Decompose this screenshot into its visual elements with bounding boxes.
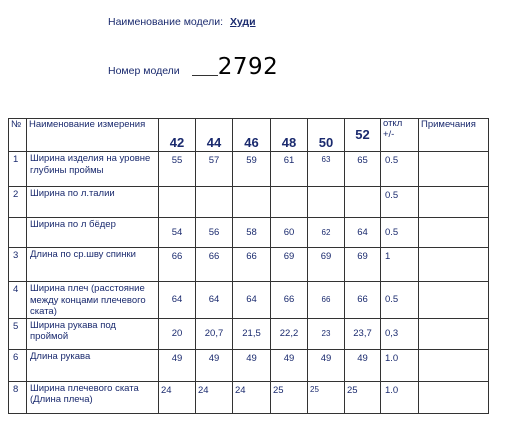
row-measurement-name: Ширина изделия на уровне глубины проймы (27, 152, 159, 187)
cell-note (419, 218, 489, 248)
model-name-value: Худи (229, 16, 256, 28)
cell-value: 66 (196, 248, 233, 282)
cell-note (419, 381, 489, 413)
col-header-size-50: 50 (308, 119, 345, 152)
table-row (9, 218, 489, 248)
cell-value: 61 (271, 152, 308, 187)
col-header-size-42: 42 (159, 119, 196, 152)
cell-value: 66 (233, 248, 271, 282)
table-row (9, 187, 489, 218)
col-header-size-48: 48 (271, 119, 308, 152)
cell-value: 66 (159, 248, 196, 282)
cell-value: 22,2 (271, 318, 308, 349)
cell-value: 49 (308, 349, 345, 381)
cell-value: 64 (159, 282, 196, 319)
cell-value: 62 (308, 218, 345, 248)
cell-value (196, 187, 233, 218)
row-measurement-name: Ширина по л.талии (27, 187, 159, 218)
row-number: 4 (9, 282, 27, 319)
cell-value (159, 187, 196, 218)
cell-value: 25 (345, 381, 381, 413)
table-row (9, 282, 489, 319)
row-number: 2 (9, 187, 27, 218)
cell-value: 25 (271, 381, 308, 413)
cell-tolerance: 1 (381, 248, 419, 282)
cell-value: 69 (308, 248, 345, 282)
cell-value: 69 (345, 248, 381, 282)
cell-value: 54 (159, 218, 196, 248)
cell-value: 24 (159, 381, 196, 413)
cell-tolerance: 0.5 (381, 152, 419, 187)
table-row (9, 381, 489, 413)
cell-value: 59 (233, 152, 271, 187)
table-row (9, 152, 489, 187)
cell-value: 49 (159, 349, 196, 381)
cell-value: 64 (233, 282, 271, 319)
row-measurement-name: Ширина по л бёдер (27, 218, 159, 248)
col-header-tolerance: откл +/- (381, 119, 419, 152)
row-measurement-name: Ширина рукава под проймой (27, 318, 159, 349)
cell-value (345, 187, 381, 218)
cell-value: 65 (345, 152, 381, 187)
row-number: 1 (9, 152, 27, 187)
cell-value: 66 (345, 282, 381, 319)
cell-value: 66 (308, 282, 345, 319)
cell-tolerance: 0.5 (381, 187, 419, 218)
col-header-name: Наименование измерения (27, 119, 159, 152)
model-number-label: Номер модели (108, 65, 180, 77)
cell-tolerance: 1.0 (381, 381, 419, 413)
cell-tolerance: 0,3 (381, 318, 419, 349)
cell-tolerance: 1.0 (381, 349, 419, 381)
cell-value: 57 (196, 152, 233, 187)
row-measurement-name: Ширина плечевого ската (Длина плеча) (27, 381, 159, 413)
col-header-notes: Примечания (419, 119, 489, 152)
cell-value: 63 (308, 152, 345, 187)
table-header-row (9, 119, 489, 152)
cell-value: 66 (271, 282, 308, 319)
cell-value: 69 (271, 248, 308, 282)
row-number: 3 (9, 248, 27, 282)
col-header-size-44: 44 (196, 119, 233, 152)
table-row (9, 248, 489, 282)
cell-value: 24 (233, 381, 271, 413)
cell-value: 49 (345, 349, 381, 381)
model-number-value: 2792 (217, 54, 279, 80)
table-row (9, 318, 489, 349)
cell-value: 23 (308, 318, 345, 349)
cell-value (308, 187, 345, 218)
cell-note (419, 248, 489, 282)
cell-tolerance: 0.5 (381, 282, 419, 319)
row-number (9, 218, 27, 248)
row-number: 5 (9, 318, 27, 349)
cell-value: 20,7 (196, 318, 233, 349)
cell-value: 21,5 (233, 318, 271, 349)
row-measurement-name: Длина по ср.шву спинки (27, 248, 159, 282)
cell-value: 55 (159, 152, 196, 187)
cell-value: 49 (196, 349, 233, 381)
cell-value: 64 (196, 282, 233, 319)
cell-value: 60 (271, 218, 308, 248)
table-row (9, 349, 489, 381)
cell-value: 49 (271, 349, 308, 381)
model-number-underline (192, 75, 218, 76)
cell-value (271, 187, 308, 218)
measurement-table (8, 118, 489, 414)
model-name-row (108, 16, 256, 28)
cell-tolerance: 0.5 (381, 218, 419, 248)
col-header-size-46: 46 (233, 119, 271, 152)
model-name-label: Наименование модели: (108, 16, 224, 28)
cell-value: 56 (196, 218, 233, 248)
cell-value: 23,7 (345, 318, 381, 349)
model-number-row (108, 54, 278, 80)
cell-note (419, 349, 489, 381)
cell-value: 58 (233, 218, 271, 248)
cell-value: 25 (308, 381, 345, 413)
cell-note (419, 282, 489, 319)
row-number: 6 (9, 349, 27, 381)
cell-note (419, 187, 489, 218)
cell-note (419, 152, 489, 187)
cell-value: 20 (159, 318, 196, 349)
row-measurement-name: Ширина плеч (расстояние между концами плечевого ската) (27, 282, 159, 319)
col-header-num: № (9, 119, 27, 152)
cell-value: 64 (345, 218, 381, 248)
cell-value (233, 187, 271, 218)
cell-value: 49 (233, 349, 271, 381)
col-header-size-52: 52 (345, 119, 381, 152)
cell-note (419, 318, 489, 349)
row-measurement-name: Длина рукава (27, 349, 159, 381)
cell-value: 24 (196, 381, 233, 413)
row-number: 8 (9, 381, 27, 413)
